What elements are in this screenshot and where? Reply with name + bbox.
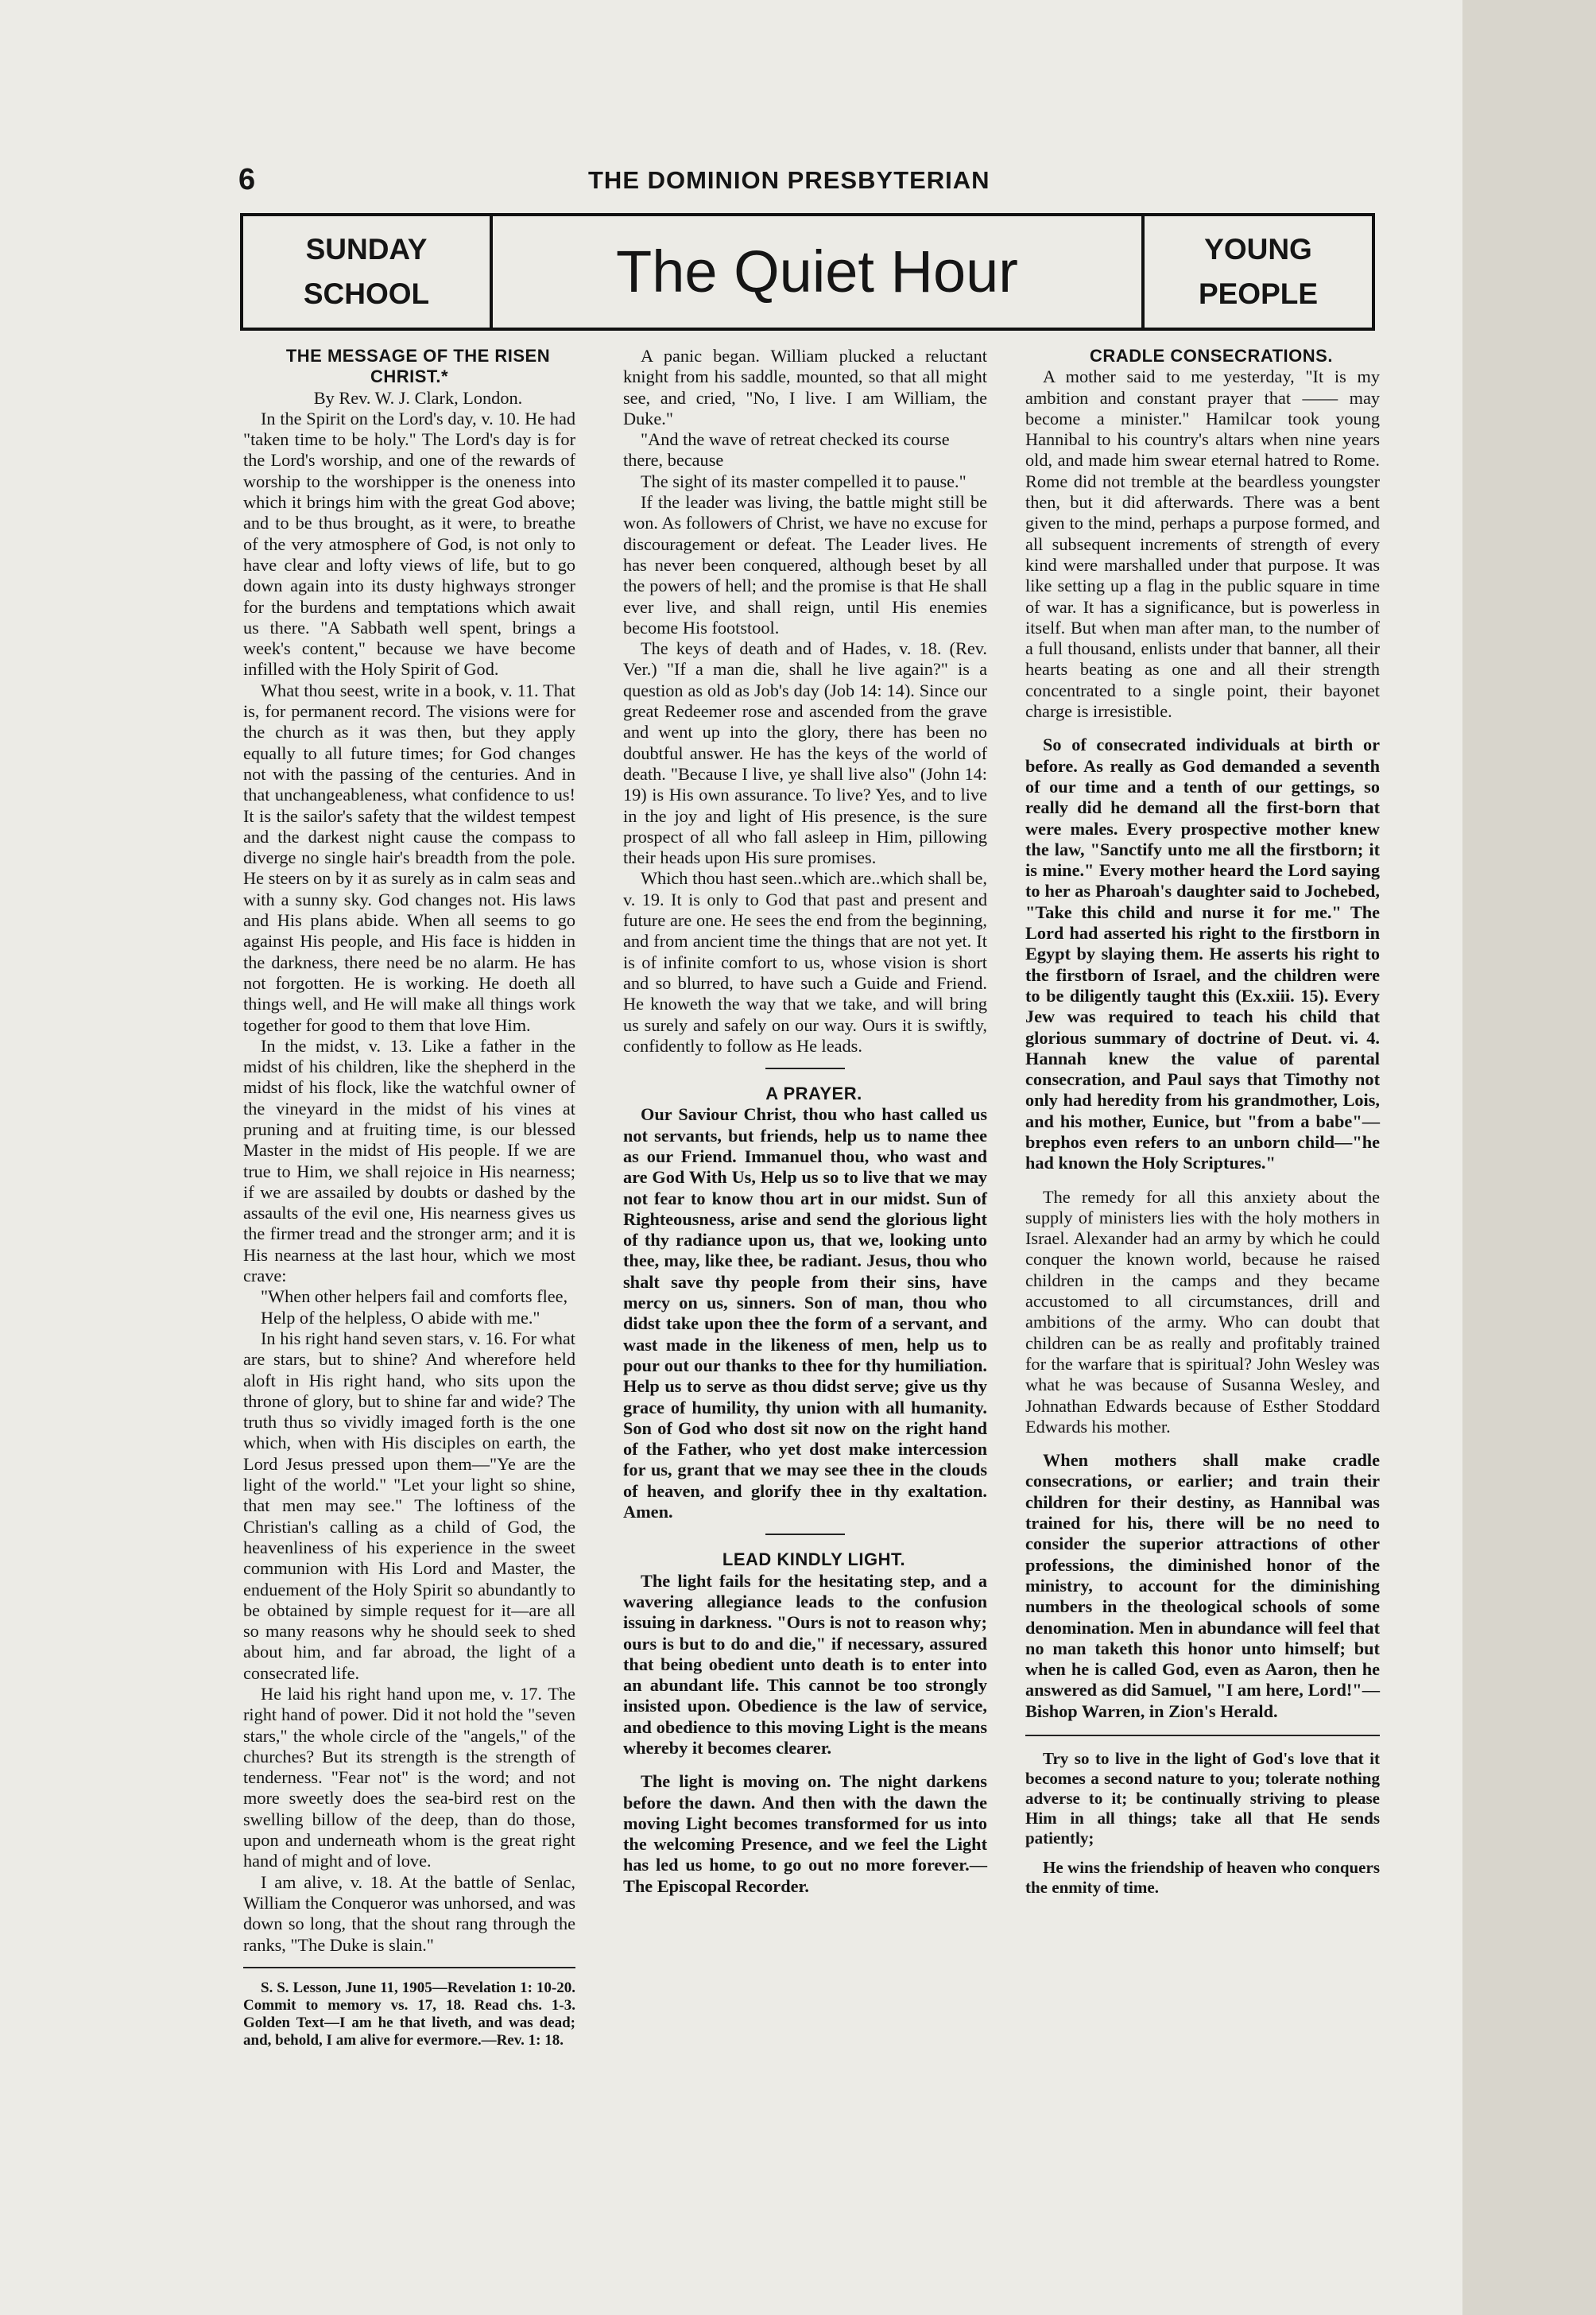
paragraph: In his right hand seven stars, v. 16. For what are stars, but to shine? And wherefore held aloft in His right hand, who sits upon the throne of glory, but to shine far and wide? The truth thus so vividly imaged forth is the one which, when with His disciples on earth, the Lord Jesus pressed upon them—"Ye are the light of the world." "Let your light so shine, that men may see." The loftiness of the Christian's calling as a child of God, the heavenliness of his experience in the sweet communion with His Lord and Master, the enduement of the Holy Spirit so abundantly to be obtained by simple request for it—are all so many reasons why he should seek to shed about him, and far abroad, the light of a consecrated life. <box>243 1328 575 1683</box>
column-2 <box>623 346 987 1897</box>
quote-line: "When other helpers fail and comforts flee, <box>261 1286 568 1307</box>
masthead-left-line1: SUNDAY <box>305 233 428 266</box>
masthead-right-line1: YOUNG <box>1204 233 1312 266</box>
paragraph: So of consecrated individuals at birth or before. As really as God demanded a seventh of our time and a tenth of our gettings, so really did he demand all the first-born that were males. Every prospective mother knew the law, "Sanctify unto me all the firstborn; it is mine." Every mother heard the Lord saying to her as Pharoah's daughter said to Jochebed, "Take this child and nurse it for me." The Lord had asserted his right to the firstborn in Egypt by slaying them. He asserts his right to the firstborn of Israel, and the children were to be diligently taught this (Ex.xiii. 15). Every Jew was required to teach his child that glorious summary of doctrine of Deut. vi. 4. Hannah knew the value of parental consecration, and Paul says that Timothy not only had heredity from his grandmother, Lois, and his mother, Eunice, but "from a babe"—brephos even refers to an unborn child—"he had known the Holy Scriptures." <box>1025 735 1380 1173</box>
cradle-heading: CRADLE CONSECRATIONS. <box>1090 346 1333 366</box>
paragraph: The light fails for the hesitating step, and a wavering allegiance leads to the confusion issuing in darkness. "Ours is not to reason why; ours is but to do and die," if necessary, assured that being obedient unto death is to enter into an abundant life. This cannot be too strongly insisted upon. Obedience is the law of service, and obedience to this moving Light is the means whereby it becomes clearer. <box>623 1570 987 1758</box>
page-number: 6 <box>238 163 256 196</box>
article-heading: THE MESSAGE OF THE RISEN CHRIST.* <box>285 346 551 387</box>
paragraph: I am alive, v. 18. At the battle of Senlac, William the Conqueror was unhorsed, and was down so long, that the shout rang through the ranks, "The Duke is slain." <box>243 1871 575 1955</box>
quote-line: The sight of its master compelled it to pause." <box>641 471 967 491</box>
callout-text: He wins the friendship of heaven who conquers the enmity of time. <box>1025 1858 1380 1897</box>
prayer-heading: A PRAYER. <box>765 1084 862 1104</box>
running-title: THE DOMINION PRESBYTERIAN <box>588 166 990 194</box>
paragraph: The remedy for all this anxiety about the supply of ministers lies with the holy mothers in Israel. Alexander had an army by which he could conquer the known world, because he raised children in the camps and they became accustomed to all circumstances, drill and ambitions of the army. Who can doubt that children can be as really and profitably trained for the warfare that is spiritual? John Wesley was what he was because of Susanna Wesley, and Johnathan Edwards because of Esther Stoddard Edwards his mother. <box>1025 1186 1380 1437</box>
callout-text: Try so to live in the light of God's love that it becomes a second nature to you; tolerate nothing adverse to it; be continually striving to please Him in all things; take all that He sends patiently; <box>1025 1749 1380 1848</box>
column-1 <box>243 346 575 2049</box>
paragraph: He laid his right hand upon me, v. 17. The right hand of power. Did it not hold the "seven stars," the whole circle of the "angels," of the churches? But its strength is the strength of tenderness. "Fear not" is the word; and not more sweetly does the sea-bird rest on the swelling billow of the deep, than do those, upon and underneath whom is the great right hand of might and of love. <box>243 1684 575 1871</box>
paragraph: If the leader was living, the battle might still be won. As followers of Christ, we have no excuse for discouragement or defeat. The Leader lives. He has never been conquered, although beset by all the powers of hell; and the promise is that He shall ever live, and shall reign, until His enemies become His footstool. <box>623 492 987 638</box>
masthead-left-line2: SCHOOL <box>303 277 430 310</box>
paragraph: What thou seest, write in a book, v. 11. That is, for permanent record. The visions were for the church as it was then, but they apply equally to all future times; for God changes not with the passing of the centuries. And in that unchangeableness, what confidence to us! It is the sailor's safety that the wildest tempest and the darkest night cause the compass to diverge no single hair's breadth from the pole. He steers on by it as surely as in calm seas and with a sunny sky. God changes not. His laws and His plans abide. When all seems to go against His people, and His face is hidden in the darkness, there need be no alarm. He has not forgotten. He is working. He doeth all things well, and He will make all things work together for good to them that love Him. <box>243 680 575 1035</box>
masthead-right-panel <box>1141 216 1372 328</box>
running-header <box>238 163 1383 203</box>
divider <box>765 1534 845 1535</box>
quote-line: "And the wave of retreat checked its course there, because <box>623 429 950 471</box>
page-edge-shadow <box>1462 0 1596 2315</box>
paragraph: When mothers shall make cradle consecrations, or earlier; and train their children for their destiny, as Hannibal was trained for his, there will be no need to consider the superior attractions of other professions, the diminished honor of the ministry, to account for the diminishing numbers in the theological schools of some denomination. Men in abundance will feel that no man taketh this honor unto himself; but when he is called God, even as Aaron, then he answered as did Samuel, "I am here, Lord!"—Bishop Warren, in Zion's Herald. <box>1025 1450 1380 1721</box>
divider <box>1025 1735 1380 1736</box>
lead-heading: LEAD KINDLY LIGHT. <box>722 1549 906 1570</box>
paragraph: The light is moving on. The night darkens before the dawn. And then with the dawn the moving Light becomes transformed for us into the welcoming Presence, and we feel the Light has led us home, to go out no more forever.—The Episcopal Recorder. <box>623 1771 987 1896</box>
divider <box>243 1967 575 1968</box>
column-3 <box>1025 346 1380 1898</box>
callout-box <box>1025 1735 1380 1898</box>
masthead-title: The Quiet Hour <box>616 238 1018 304</box>
masthead <box>240 213 1375 331</box>
paragraph: In the midst, v. 13. Like a father in the midst of his children, like the shepherd in the midst of his flock, like the watchful owner of the vineyard in the midst of his vines at pruning and at fruiting time, is our blessed Master in the midst of His people. If we are true to Him, we shall rejoice in His nearness; if we are assailed by doubts or dashed by the assaults of the evil one, His nearness gives us the firmer tread and the stronger arm; and it is His nearness at the last hour, which we most crave: <box>243 1035 575 1286</box>
masthead-right-line2: PEOPLE <box>1198 277 1319 310</box>
quote-line: Help of the helpless, O abide with me." <box>261 1307 540 1328</box>
paragraph: The keys of death and of Hades, v. 18. (Rev. Ver.) "If a man die, shall he live again?" is a question as old as Job's day (Job 14: 14). Since our great Redeemer rose and ascended from the grave and went up into the glory, there has been no doubtful answer. He has the keys of the world of death. "Because I live, ye shall live also" (John 14: 19) is His own assurance. To live? Yes, and to live in the joy and light of His presence, is the sure prospect of all who fall asleep in Him, pillowing their heads upon His sure promises. <box>623 638 987 868</box>
paragraph: A mother said to me yesterday, "It is my ambition and constant prayer that —— may become a minister." Hamilcar took young Hannibal to his country's altars when nine years old, and made him swear eternal hatred to Rome. Rome did not tremble at the beardless youngster then, but it did afterwards. There was a bent given to the mind, perhaps a purpose formed, and all subsequent increments of strength of every kind were marshalled under that purpose. It was like setting up a flag in the public square in time of war. It has a significance, but is powerless in itself. But when man after man, to the number of a full thousand, enlists under that banner, all their hearts beating as one and all their strength concentrated to a single point, their bayonet charge is irresistible. <box>1025 366 1380 722</box>
divider <box>765 1068 845 1069</box>
paragraph: A panic began. William plucked a reluctant knight from his saddle, mounted, so that all might see, and cried, "No, I live. I am William, the Duke." <box>623 346 987 428</box>
paragraph: Which thou hast seen..which are..which shall be, v. 19. It is only to God that past and present and future are one. He sees the end from the beginning, and from ancient time the things that are not yet. It is of infinite comfort to us, whose vision is short and so blurred, to have such a Guide and Friend. He knoweth the way that we take, and will bring us surely and safely on our way. Ours it is swiftly, confidently to follow as He leads. <box>623 868 987 1056</box>
lesson-footnote: S. S. Lesson, June 11, 1905—Revelation 1: 10-20. Commit to memory vs. 17, 18. Read chs. 1-3. Golden Text—I am he that liveth, and was dead; and, behold, I am alive for evermore.—Rev. 1: 18. <box>243 1979 575 2049</box>
article-byline: By Rev. W. J. Clark, London. <box>313 387 523 408</box>
paragraph: In the Spirit on the Lord's day, v. 10. He had "taken time to be holy." The Lord's day is for the Lord's worship, and one of the rewards of worship to the worshipper is the oneness into which it brings him with the great God above; and to be thus brought, as it were, to breathe of the very atmosphere of God, is not only to have clear and lofty views of life, but to go down again into its dusty highways stronger for the burdens and temptations which await us there. "A Sabbath well spent, brings a week's content," because we have become infilled with the Holy Spirit of God. <box>243 408 575 680</box>
masthead-left-panel <box>243 216 493 328</box>
prayer-text: Our Saviour Christ, thou who hast called us not servants, but friends, help us to name thee as our Friend. Immanuel thou, who wast and are God With Us, Help us so to live that we may not fear to know thou art in our midst. Sun of Righteousness, arise and send the glorious light of thy radiance upon us, that we, looking unto thee, may, like thee, be radiant. Jesus, thou who shalt save thy people from their sins, have mercy on us, sinners. Son of man, thou who didst take upon thee the form of a servant, and wast made in the likeness of men, help us to pour out our thanks to thee for thy humiliation. Help us to serve as thou didst serve; give us thy grace of humility, thy union with all humanity. Son of God who dost sit now on the right hand of the Father, who yet dost make intercession for us, grant that we may see thee in the clouds of heaven, and glorify thee in thy exaltation. Amen. <box>623 1104 987 1522</box>
